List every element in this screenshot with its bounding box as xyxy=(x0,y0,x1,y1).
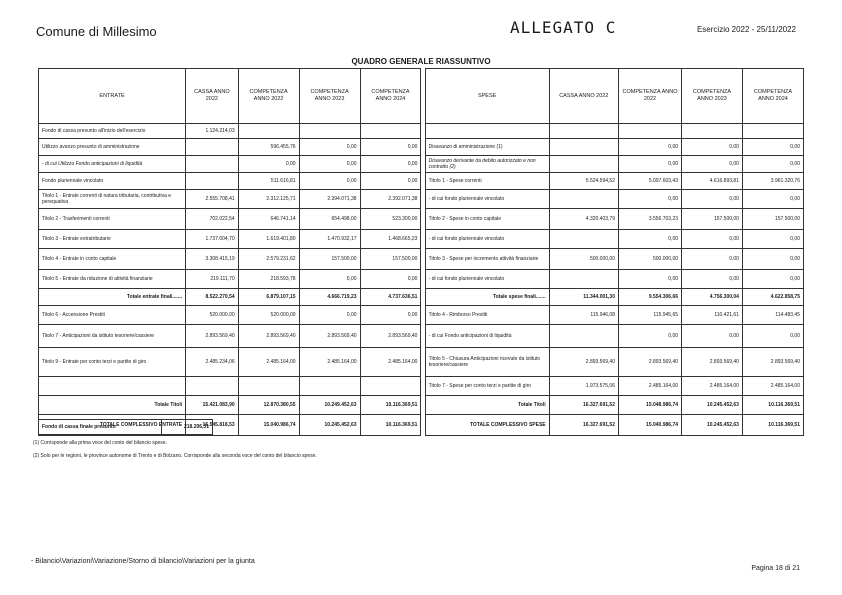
spese-label: Titolo 3 - Spese per incremento attività finanziarie xyxy=(425,249,549,270)
spese-value: 0,00 xyxy=(682,139,743,156)
entrate-value: 10.245.452,63 xyxy=(299,415,360,436)
entrate-value: 12.870.380,55 xyxy=(238,396,299,415)
spese-label: Titolo 5 - Chiusura Anticipazioni ricevute da istituto tesoriere/cassiere xyxy=(425,348,549,377)
entrate-value: 10.249.452,63 xyxy=(299,396,360,415)
header-comp2022-spese: COMPETENZA ANNO 2022 xyxy=(618,69,681,124)
note-2: (2) Solo per le regioni, le province autonome di Trento e di Bolzano. Corrisponde alla seconda voce del conto del bilancio spese. xyxy=(33,453,317,459)
spese-value: 0,00 xyxy=(682,249,743,270)
page-number: Pagina 18 di 21 xyxy=(751,565,800,572)
entrate-value xyxy=(299,124,360,139)
spese-label: - di cui fondo pluriennale vincolato xyxy=(425,190,549,209)
table-row xyxy=(39,348,804,377)
header-comp2022-entrate: COMPETENZA ANNO 2022 xyxy=(238,69,299,124)
entrate-value: 2.893.569,40 xyxy=(186,325,239,348)
entrate-value: 2.555.708,41 xyxy=(186,190,239,209)
entrate-value: 520.000,00 xyxy=(238,306,299,325)
spese-label: TOTALE COMPLESSIVO SPESE xyxy=(425,415,549,436)
entrate-value: 15.040.986,74 xyxy=(238,415,299,436)
table-row xyxy=(39,396,804,415)
entrate-label: Titolo 3 - Entrate extratributarie xyxy=(39,230,186,249)
entrate-value: 0,00 xyxy=(299,270,360,289)
spese-value: 114.483,45 xyxy=(742,306,803,325)
entrate-value: 6.879.107,15 xyxy=(238,289,299,306)
spese-value: 15.040.986,74 xyxy=(618,415,681,436)
spese-label: Totale spese finali....... xyxy=(425,289,549,306)
spese-label: Disavanzo derivante da debito autorizzato e non contratto (2) xyxy=(425,156,549,173)
header-cassa-spese: CASSA ANNO 2022 xyxy=(549,69,618,124)
spese-value: 0,00 xyxy=(682,156,743,173)
spese-value: 0,00 xyxy=(618,325,681,348)
spese-label: Titolo 7 - Spese per conto terzi e partite di giro xyxy=(425,377,549,396)
entrate-value: 10.116.369,51 xyxy=(360,415,421,436)
table-row xyxy=(39,249,804,270)
entrate-value xyxy=(186,173,239,190)
spese-value: 0,00 xyxy=(618,230,681,249)
entrate-value: 702.022,54 xyxy=(186,209,239,230)
spese-value: 2.485.164,00 xyxy=(618,377,681,396)
spese-value: 0,00 xyxy=(682,325,743,348)
table-row xyxy=(39,173,804,190)
entrate-label: Titolo 5 - Entrate da riduzione di attività finanziarie xyxy=(39,270,186,289)
spese-label: Disavanzo di amministrazione (1) xyxy=(425,139,549,156)
entrate-value: 0,00 xyxy=(299,306,360,325)
entrate-label: Titolo 2 - Trasferimenti correnti xyxy=(39,209,186,230)
entrate-value: 2.893.569,40 xyxy=(238,325,299,348)
spese-value: 10.116.369,51 xyxy=(742,415,803,436)
entrate-value xyxy=(186,139,239,156)
entrate-value: 1.737.004,70 xyxy=(186,230,239,249)
header-comp2024-entrate: COMPETENZA ANNO 2024 xyxy=(360,69,421,124)
header-comp2023-spese: COMPETENZA ANNO 2023 xyxy=(682,69,743,124)
entrate-label: Titolo 6 - Accensione Prestiti xyxy=(39,306,186,325)
entrate-value: 3.308.415,19 xyxy=(186,249,239,270)
spese-value xyxy=(549,139,618,156)
entrate-value: 1.124.214,03 xyxy=(186,124,239,139)
spese-value: 115.945,65 xyxy=(618,306,681,325)
fondo-finale-table xyxy=(38,419,213,435)
entrate-value: 0,00 xyxy=(299,156,360,173)
spese-value: 500.000,00 xyxy=(618,249,681,270)
entrate-value: 2.485.164,00 xyxy=(299,348,360,377)
spese-value: 0,00 xyxy=(742,156,803,173)
entrate-value: 2.392.071,38 xyxy=(360,190,421,209)
spese-value xyxy=(742,124,803,139)
spese-value: 2.893.569,40 xyxy=(682,348,743,377)
entrate-label: - di cui Utilizzo Fondo anticipazioni di liquidità xyxy=(39,156,186,173)
entrate-label: Fondo di cassa presunto all'inizio dell'esercizio xyxy=(39,124,186,139)
entrate-value: 1.470.932,17 xyxy=(299,230,360,249)
spese-value xyxy=(549,156,618,173)
entrate-value: 15.421.083,90 xyxy=(186,396,239,415)
note-1: (1) Corrisponde alla prima voce del conto del bilancio spese. xyxy=(33,440,167,446)
comune-name: Comune di Millesimo xyxy=(36,24,157,39)
spese-value: 0,00 xyxy=(618,139,681,156)
spese-value xyxy=(549,230,618,249)
entrate-value xyxy=(299,377,360,396)
spese-value xyxy=(549,124,618,139)
entrate-value xyxy=(360,124,421,139)
entrate-label: Titolo 9 - Entrate per conto terzi e partite di giro xyxy=(39,348,186,377)
entrate-value: 2.312.125,71 xyxy=(238,190,299,209)
spese-value: 4.616.893,81 xyxy=(682,173,743,190)
entrate-value: 0,00 xyxy=(360,173,421,190)
fondo-finale-label: Fondo di cassa finale presunto xyxy=(39,420,162,435)
entrate-value: 2.893.569,40 xyxy=(299,325,360,348)
entrate-value: 4.666.719,23 xyxy=(299,289,360,306)
spese-value: 16.327.691,52 xyxy=(549,415,618,436)
entrate-label: Totale entrate finali....... xyxy=(39,289,186,306)
header-cassa-entrate: CASSA ANNO 2022 xyxy=(186,69,239,124)
entrate-value: 219.111,70 xyxy=(186,270,239,289)
spese-value: 11.344.001,30 xyxy=(549,289,618,306)
spese-value: 500.000,00 xyxy=(549,249,618,270)
spese-value: 10.116.369,51 xyxy=(742,396,803,415)
entrate-value: 1.468.665,23 xyxy=(360,230,421,249)
table-row xyxy=(39,124,804,139)
table-row xyxy=(39,190,804,209)
spese-value: 115.946,08 xyxy=(549,306,618,325)
table-row xyxy=(39,270,804,289)
entrate-value: 0,00 xyxy=(360,306,421,325)
spese-label: Totale Titoli xyxy=(425,396,549,415)
table-row xyxy=(39,139,804,156)
spese-value: 15.048.986,74 xyxy=(618,396,681,415)
entrate-label: Utilizzo avanzo presunto di amministrazione xyxy=(39,139,186,156)
spese-label: - di cui fondo pluriennale vincolato xyxy=(425,270,549,289)
entrate-value: 157.500,00 xyxy=(360,249,421,270)
spese-value: 4.756.300,04 xyxy=(682,289,743,306)
table-row xyxy=(39,325,804,348)
spese-value: 0,00 xyxy=(682,190,743,209)
entrate-value: 0,00 xyxy=(299,173,360,190)
spese-value: 5.524.594,52 xyxy=(549,173,618,190)
entrate-value: 2.893.569,40 xyxy=(360,325,421,348)
spese-value: 0,00 xyxy=(742,325,803,348)
table-row xyxy=(39,209,804,230)
spese-value: 0,00 xyxy=(742,270,803,289)
entrate-value: 16.545.818,53 xyxy=(186,415,239,436)
page-title: QUADRO GENERALE RIASSUNTIVO xyxy=(351,57,491,66)
entrate-value: 10.116.369,51 xyxy=(360,396,421,415)
spese-label xyxy=(425,124,549,139)
entrate-label: Titolo 1 - Entrate correnti di natura tributaria, contributiva e perequativa xyxy=(39,190,186,209)
table-header-row xyxy=(39,69,804,124)
entrate-value xyxy=(186,377,239,396)
spese-value: 0,00 xyxy=(682,270,743,289)
entrate-value xyxy=(360,377,421,396)
spese-label: - di cui Fondo anticipazioni di liquidità xyxy=(425,325,549,348)
spese-value xyxy=(549,190,618,209)
entrate-value xyxy=(238,377,299,396)
entrate-value: 654.498,00 xyxy=(299,209,360,230)
table-row xyxy=(39,377,804,396)
spese-value: 0,00 xyxy=(742,249,803,270)
entrate-label: Titolo 4 - Entrate in conto capitale xyxy=(39,249,186,270)
spese-value: 10.245.452,63 xyxy=(682,415,743,436)
entrate-value: 2.485.164,00 xyxy=(360,348,421,377)
spese-value: 2.893.569,40 xyxy=(549,348,618,377)
entrate-value: 8.522.270,54 xyxy=(186,289,239,306)
spese-value: 16.327.691,52 xyxy=(549,396,618,415)
entrate-value: 0,00 xyxy=(360,156,421,173)
entrate-value: 0,00 xyxy=(360,270,421,289)
fondo-finale-value: 218.206,31 xyxy=(162,420,213,435)
entrate-value: 157.500,00 xyxy=(299,249,360,270)
entrate-value: 646.741,14 xyxy=(238,209,299,230)
header-spese: SPESE xyxy=(425,69,549,124)
spese-label: - di cui fondo pluriennale vincolato xyxy=(425,230,549,249)
spese-value: 4.622.858,75 xyxy=(742,289,803,306)
spese-value: 9.554.306,66 xyxy=(618,289,681,306)
entrate-value: 0,00 xyxy=(360,139,421,156)
spese-value: 0,00 xyxy=(742,190,803,209)
entrate-value: 511.616,81 xyxy=(238,173,299,190)
entrate-value: 2.394.071,38 xyxy=(299,190,360,209)
spese-value: 3.556.703,23 xyxy=(618,209,681,230)
header-comp2023-entrate: COMPETENZA ANNO 2023 xyxy=(299,69,360,124)
spese-value xyxy=(549,325,618,348)
spese-value: 2.893.569,40 xyxy=(618,348,681,377)
allegato-label: ALLEGATO C xyxy=(510,18,617,37)
spese-value: 0,00 xyxy=(742,230,803,249)
table-row xyxy=(39,230,804,249)
spese-label: Titolo 2 - Spese in conto capitale xyxy=(425,209,549,230)
entrate-value: 218.593,78 xyxy=(238,270,299,289)
header-entrate: ENTRATE xyxy=(39,69,186,124)
spese-value: 0,00 xyxy=(682,230,743,249)
spese-value: 157.500,00 xyxy=(682,209,743,230)
spese-value: 0,00 xyxy=(618,190,681,209)
spese-value: 1.973.575,06 xyxy=(549,377,618,396)
entrate-value xyxy=(238,124,299,139)
spese-value: 4.320.403,79 xyxy=(549,209,618,230)
footer-path: - Bilancio\Variazioni\Variazione/Storno di bilancio\Variazioni per la giunta xyxy=(31,558,255,565)
entrate-value: 0,00 xyxy=(299,139,360,156)
entrate-value: 523.300,00 xyxy=(360,209,421,230)
spese-value: 0,00 xyxy=(742,139,803,156)
spese-value: 10.245.452,63 xyxy=(682,396,743,415)
esercizio-date: Esercizio 2022 - 25/11/2022 xyxy=(696,25,796,34)
table-row xyxy=(39,306,804,325)
spese-label: Titolo 1 - Spese correnti xyxy=(425,173,549,190)
spese-value: 0,00 xyxy=(618,156,681,173)
table-row xyxy=(39,156,804,173)
summary-table xyxy=(38,68,804,436)
entrate-label: Titolo 7 - Anticipazioni da istituto tesoriere/cassiere xyxy=(39,325,186,348)
entrate-label: TOTALE COMPLESSIVO ENTRATE xyxy=(39,415,186,436)
table-row xyxy=(39,289,804,306)
spese-value: 2.485.164,00 xyxy=(742,377,803,396)
spese-value xyxy=(682,124,743,139)
entrate-label xyxy=(39,377,186,396)
header-comp2024-spese: COMPETENZA ANNO 2024 xyxy=(742,69,803,124)
entrate-value: 2.485.164,00 xyxy=(238,348,299,377)
spese-value: 110.421,61 xyxy=(682,306,743,325)
spese-value: 3.961.320,76 xyxy=(742,173,803,190)
entrate-value: 4.737.636,51 xyxy=(360,289,421,306)
entrate-value: 520.000,00 xyxy=(186,306,239,325)
entrate-value xyxy=(186,156,239,173)
entrate-value: 0,00 xyxy=(238,156,299,173)
entrate-value: 2.485.234,06 xyxy=(186,348,239,377)
spese-value: 0,00 xyxy=(618,270,681,289)
entrate-label: Totale Titoli xyxy=(39,396,186,415)
entrate-value: 2.579.231,62 xyxy=(238,249,299,270)
spese-value: 5.097.603,43 xyxy=(618,173,681,190)
spese-label: Titolo 4 - Rimborso Prestiti xyxy=(425,306,549,325)
entrate-label: Fondo pluriennale vincolato xyxy=(39,173,186,190)
spese-value xyxy=(618,124,681,139)
spese-value: 157.500,00 xyxy=(742,209,803,230)
spese-value: 2.485.164,00 xyxy=(682,377,743,396)
entrate-value: 1.619.401,80 xyxy=(238,230,299,249)
spese-value: 2.893.569,40 xyxy=(742,348,803,377)
spese-value xyxy=(549,270,618,289)
entrate-value: 596.455,76 xyxy=(238,139,299,156)
